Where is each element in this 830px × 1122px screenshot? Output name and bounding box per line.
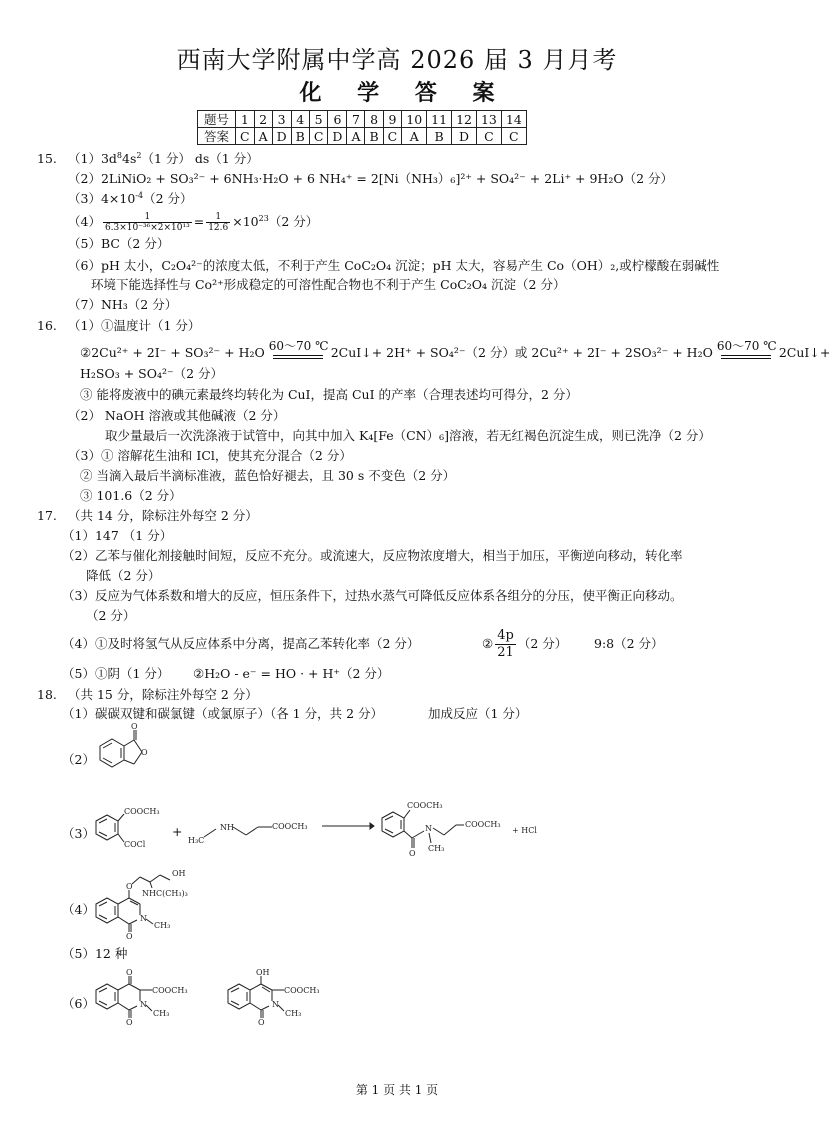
page-subtitle: 化 学 答 案 [299,80,509,106]
equals-sign: = [193,214,205,229]
question-number: 18. [37,687,57,702]
q15-part3 [68,191,193,207]
table-cell: D [328,128,347,145]
q15-part2: （2）2LiNiO₂ + SO₃²⁻ + 6NH₃·H₂O + 6 NH₄⁺ = 2[Ni（NH₃）₆]²⁺ + SO₄²⁻ + 2Li⁺ + 9H₂O（2 分） [68,171,674,186]
superscript: 2 [136,150,142,160]
q15-part3-score: （2 分） [143,191,193,206]
group-label: COOCH₃ [152,986,188,995]
table-cell: 9 [383,111,402,128]
q15-part1-score: （1 分） ds（1 分） [141,151,259,166]
fraction-denominator: 6.3×10⁻³⁶×2×10¹³ [104,223,190,233]
circle-number: ② [482,636,494,651]
atom-label: O [126,1018,133,1027]
atom-label: O [131,722,138,731]
fraction-denominator: 12.6 [208,223,229,233]
condition-label: 60～70 ℃ [268,338,329,353]
fraction [495,628,516,661]
q18-part6-label: （6） [62,996,95,1011]
q15-part4-score: （2 分） [268,214,319,229]
group-label: COOCH₃ [284,986,320,995]
question-number: 15. [37,151,57,166]
group-label: COOCH₃ [407,801,443,810]
answer-table-number-row [198,111,527,128]
table-cell: B [291,128,309,145]
q18-part3-label: （3） [62,826,95,841]
atom-label: N [425,824,432,833]
table-cell: 5 [309,111,328,128]
acyl-chloride-structure [90,805,170,853]
phthalide-structure [88,722,168,787]
q18-intro: （共 15 分，除标注外每空 2 分） [68,687,258,702]
q17-intro: （共 14 分，除标注外每空 2 分） [68,508,258,523]
q16-part3-2: ② 当滴入最后半滴标准液，蓝色恰好褪去，且 30 s 不变色（2 分） [80,468,456,483]
table-row-label: 题号 [198,111,236,128]
q15-part4 [68,212,318,233]
byproduct-label: + HCl [512,826,537,835]
q15-part4-text: ×10 [232,214,259,229]
table-cell: C [236,128,255,145]
table-cell: 13 [476,111,501,128]
fraction-denominator: 21 [497,645,514,660]
equation-reactants: ②2Cu²⁺ + 2I⁻ + SO₃²⁻ + H₂O [80,345,265,360]
q15-part1-text: （1）3d [68,151,117,166]
q15-part1-text: 4s [122,151,137,166]
group-label: NH [220,823,234,832]
q17-part5-1: （5）①阴（1 分） [62,666,170,681]
group-label: NHC(CH₃)₃ [142,889,188,898]
reaction-arrow [322,820,374,832]
page-footer: 第 1 页 共 1 页 [355,1083,439,1097]
atom-label: O [141,748,148,757]
table-cell: 12 [452,111,477,128]
fraction-numerator: 4p [497,628,514,643]
atom-label: O [126,932,133,941]
group-label: COOCH₃ [124,807,160,816]
table-cell: A [254,128,272,145]
plus-sign: + [172,824,183,839]
q18-part5: （5）12 种 [62,946,128,961]
q17-part2-line1: （2）乙苯与催化剂接触时间短，反应不充分。或流速大，反应物浓度增大，相当于加压，平衡逆向移动，转化率 [62,548,683,563]
fraction-numerator: 1 [206,212,230,223]
enol-ester-structure [222,966,332,1036]
table-cell: B [365,128,383,145]
table-cell: D [452,128,477,145]
table-cell: B [427,128,452,145]
q17-part1: （1）147 （1 分） [62,528,173,543]
q18-part2-label: （2） [62,752,95,767]
q17-part3-line2: （2 分） [86,608,136,623]
reaction-condition [716,338,777,362]
table-cell: A [402,128,427,145]
q18-part1-1: （1）碳碳双键和碳氯键（或氯原子）（各 1 分，共 2 分） [62,706,384,721]
group-label: OH [256,968,270,977]
table-cell: 8 [365,111,383,128]
sarcosine-ester-structure [188,815,323,850]
q18-part4-label: （4） [62,902,95,917]
atom-label: N [140,914,147,923]
q16-part1: （1）①温度计（1 分） [68,318,201,333]
table-cell: C [309,128,328,145]
table-cell: C [476,128,501,145]
group-label: COOCH₃ [465,820,501,829]
superscript: 23 [258,213,269,223]
group-label: H₃C [188,836,205,845]
table-cell: 4 [291,111,309,128]
fraction-numerator: 1 [103,212,192,223]
q15-part1 [68,151,259,167]
table-cell: D [272,128,291,145]
answer-table [197,110,527,145]
table-cell: 6 [328,111,347,128]
table-cell: C [383,128,402,145]
q18-part1-2: 加成反应（1 分） [428,706,528,721]
reaction-condition [268,338,329,362]
q17-part4-3: 9:8（2 分） [594,636,664,651]
answer-table-answer-row [198,128,527,145]
q17-part4-2 [482,627,567,661]
atom-label: O [126,882,133,891]
keto-ester-structure [90,966,200,1036]
q15-part4-label: （4） [68,214,101,229]
q16-part1-3: ③ 能将废液中的碘元素最终均转化为 CuI，提高 CuI 的产率（合理表述均可得分，2 分） [80,387,578,402]
table-cell: 3 [272,111,291,128]
fraction [206,212,230,233]
q15-part7: （7）NH₃（2 分） [68,297,178,312]
table-cell: A [347,128,365,145]
table-cell: 14 [501,111,526,128]
isoquinolinone-ether-structure [90,860,200,941]
equation-products: 2CuI↓+ 2H⁺ + SO₄²⁻（2 分）或 2Cu²⁺ + 2I⁻ + 2SO₃²⁻ + H₂O [330,345,713,360]
q16-part3-1: （3）① 溶解花生油和 ICl，使其充分混合（2 分） [68,448,352,463]
group-label: COCl [124,840,146,849]
atom-label: N [272,1000,279,1009]
q17-part4-2-score: （2 分） [517,636,568,651]
group-label: COOCH₃ [272,822,308,831]
question-number: 16. [37,318,57,333]
table-row-label: 答案 [198,128,236,145]
equation-products: 2CuI↓+ [778,345,830,360]
product-structure [376,798,546,860]
q17-part5-2: ②H₂O - e⁻ = HO · + H⁺（2 分） [193,666,390,681]
table-cell: 11 [427,111,452,128]
q16-part2-wash: 取少量最后一次洗涤液于试管中，向其中加入 K₄[Fe（CN）₆]溶液，若无红褐色沉淀生成，则已洗净（2 分） [105,428,711,443]
table-cell: 10 [402,111,427,128]
group-label: CH₃ [153,1009,170,1018]
q16-part2: （2） NaOH 溶液或其他碱液（2 分） [68,408,286,423]
q16-equation-line1 [80,338,830,362]
q15-part5: （5）BC（2 分） [68,236,170,251]
table-cell: 7 [347,111,365,128]
q17-part3-line1: （3）反应为气体系数和增大的反应，恒压条件下，过热水蒸气可降低反应体系各组分的分压，使平衡正向移动。 [62,588,683,603]
group-label: CH₃ [428,844,445,853]
group-label: CH₃ [154,921,171,930]
atom-label: O [258,1018,265,1027]
condition-label: 60～70 ℃ [716,338,777,353]
atom-label: O [126,968,133,977]
atom-label: O [409,849,416,858]
group-label: CH₃ [285,1009,302,1018]
page-title: 西南大学附属中学高 2026 届 3 月月考 [176,46,618,74]
group-label: OH [172,869,186,878]
q16-equation-line2: H₂SO₃ + SO₄²⁻（2 分） [80,366,224,381]
q15-part6-line1: （6）pH 太小，C₂O₄²⁻的浓度太低，不利于产生 CoC₂O₄ 沉淀；pH 太大，容易产生 Co（OH）₂,或柠檬酸在弱碱性 [68,258,720,273]
question-number: 17. [37,508,57,523]
superscript: 8 [116,150,123,160]
q17-part2-line2: 降低（2 分） [86,568,161,583]
superscript: -4 [135,190,144,200]
q17-part4-1: （4）①及时将氢气从反应体系中分离，提高乙苯转化率（2 分） [62,636,420,651]
q16-part3-3: ③ 101.6（2 分） [80,488,182,503]
table-cell: C [501,128,526,145]
fraction [103,212,192,233]
atom-label: N [140,1000,147,1009]
q15-part6-line2: 环境下能选择性与 Co²⁺形成稳定的可溶性配合物也不利于产生 CoC₂O₄ 沉淀（2 分） [91,277,566,292]
table-cell: 1 [236,111,255,128]
table-cell: 2 [254,111,272,128]
q15-part3-text: （3）4×10 [68,191,136,206]
